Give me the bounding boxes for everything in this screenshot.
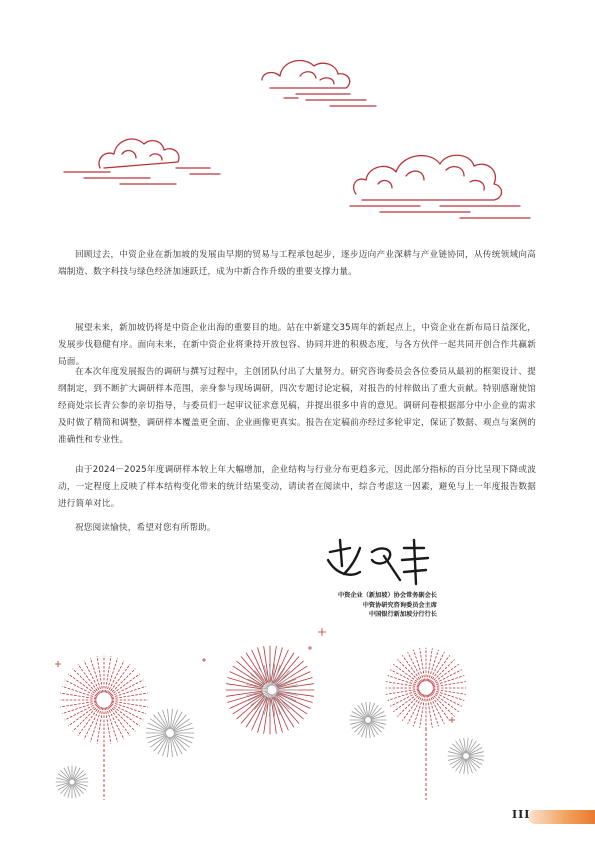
- paragraph-acknowledgement: 在本次年度发展报告的调研与撰写过程中，主创团队付出了大量努力。研究咨询委员会各位委员从最初的框架设计、提纲制定，到不断扩大调研样本范围，亲身参与现场调研，四次专题讨论定稿，对报告的付梓做出了重大贡献。特别感谢使馆经商处宗长青公参的亲切指导，与委员们一起审议征求意见稿，并提出很多中肯的意见。调研问卷根据部分中小企业的需求及时做了精简和调整，调研样本覆盖更全面、企业画像更真实。报告在定稿前亦经过多轮审定，保证了数据、观点与案例的准确性和专业性。: [58, 367, 536, 445]
- page-tab-decoration: [528, 810, 595, 824]
- paragraph-review: 回顾过去，中资企业在新加坡的发展由早期的贸易与工程承包起步，逐步迈向产业深耕与产业链协同，从传统领域向高端制造、数字科技与绿色经济加速跃迁，成为中新合作升级的重要支撑力量。: [58, 250, 536, 277]
- signature-line-3: 中国银行新加坡分行行长: [368, 611, 437, 618]
- signature-line-1: 中资企业（新加坡）协会常务副会长: [338, 592, 437, 599]
- paragraph-data-note: 由于2024－2025年度调研样本较上年大幅增加，企业结构与行业分布更趋多元，因此部分指标的百分比呈现下降或波动，一定程度上反映了样本结构变化带来的统计结果变动，请读者在阅读中，综合考虑这一因素，避免与上一年度报告数据进行简单对比。: [58, 465, 536, 509]
- paragraph-closing: 祝您阅读愉快，希望对您有所帮助。: [75, 523, 216, 533]
- paragraph-outlook: 展望未来，新加坡仍将是中资企业出海的重要目的地。站在中新建交35周年的新起点上，中资企业在新布局日益深化，发展步伐稳健有序。面向未来，在新中资企业将秉持开放包容、协同并进的积极态度，与各方伙伴一起共同开创合作共赢新局面。: [58, 323, 536, 367]
- signature-line-2: 中资协研究咨询委员会主席: [362, 601, 437, 609]
- page-number: III: [512, 808, 531, 821]
